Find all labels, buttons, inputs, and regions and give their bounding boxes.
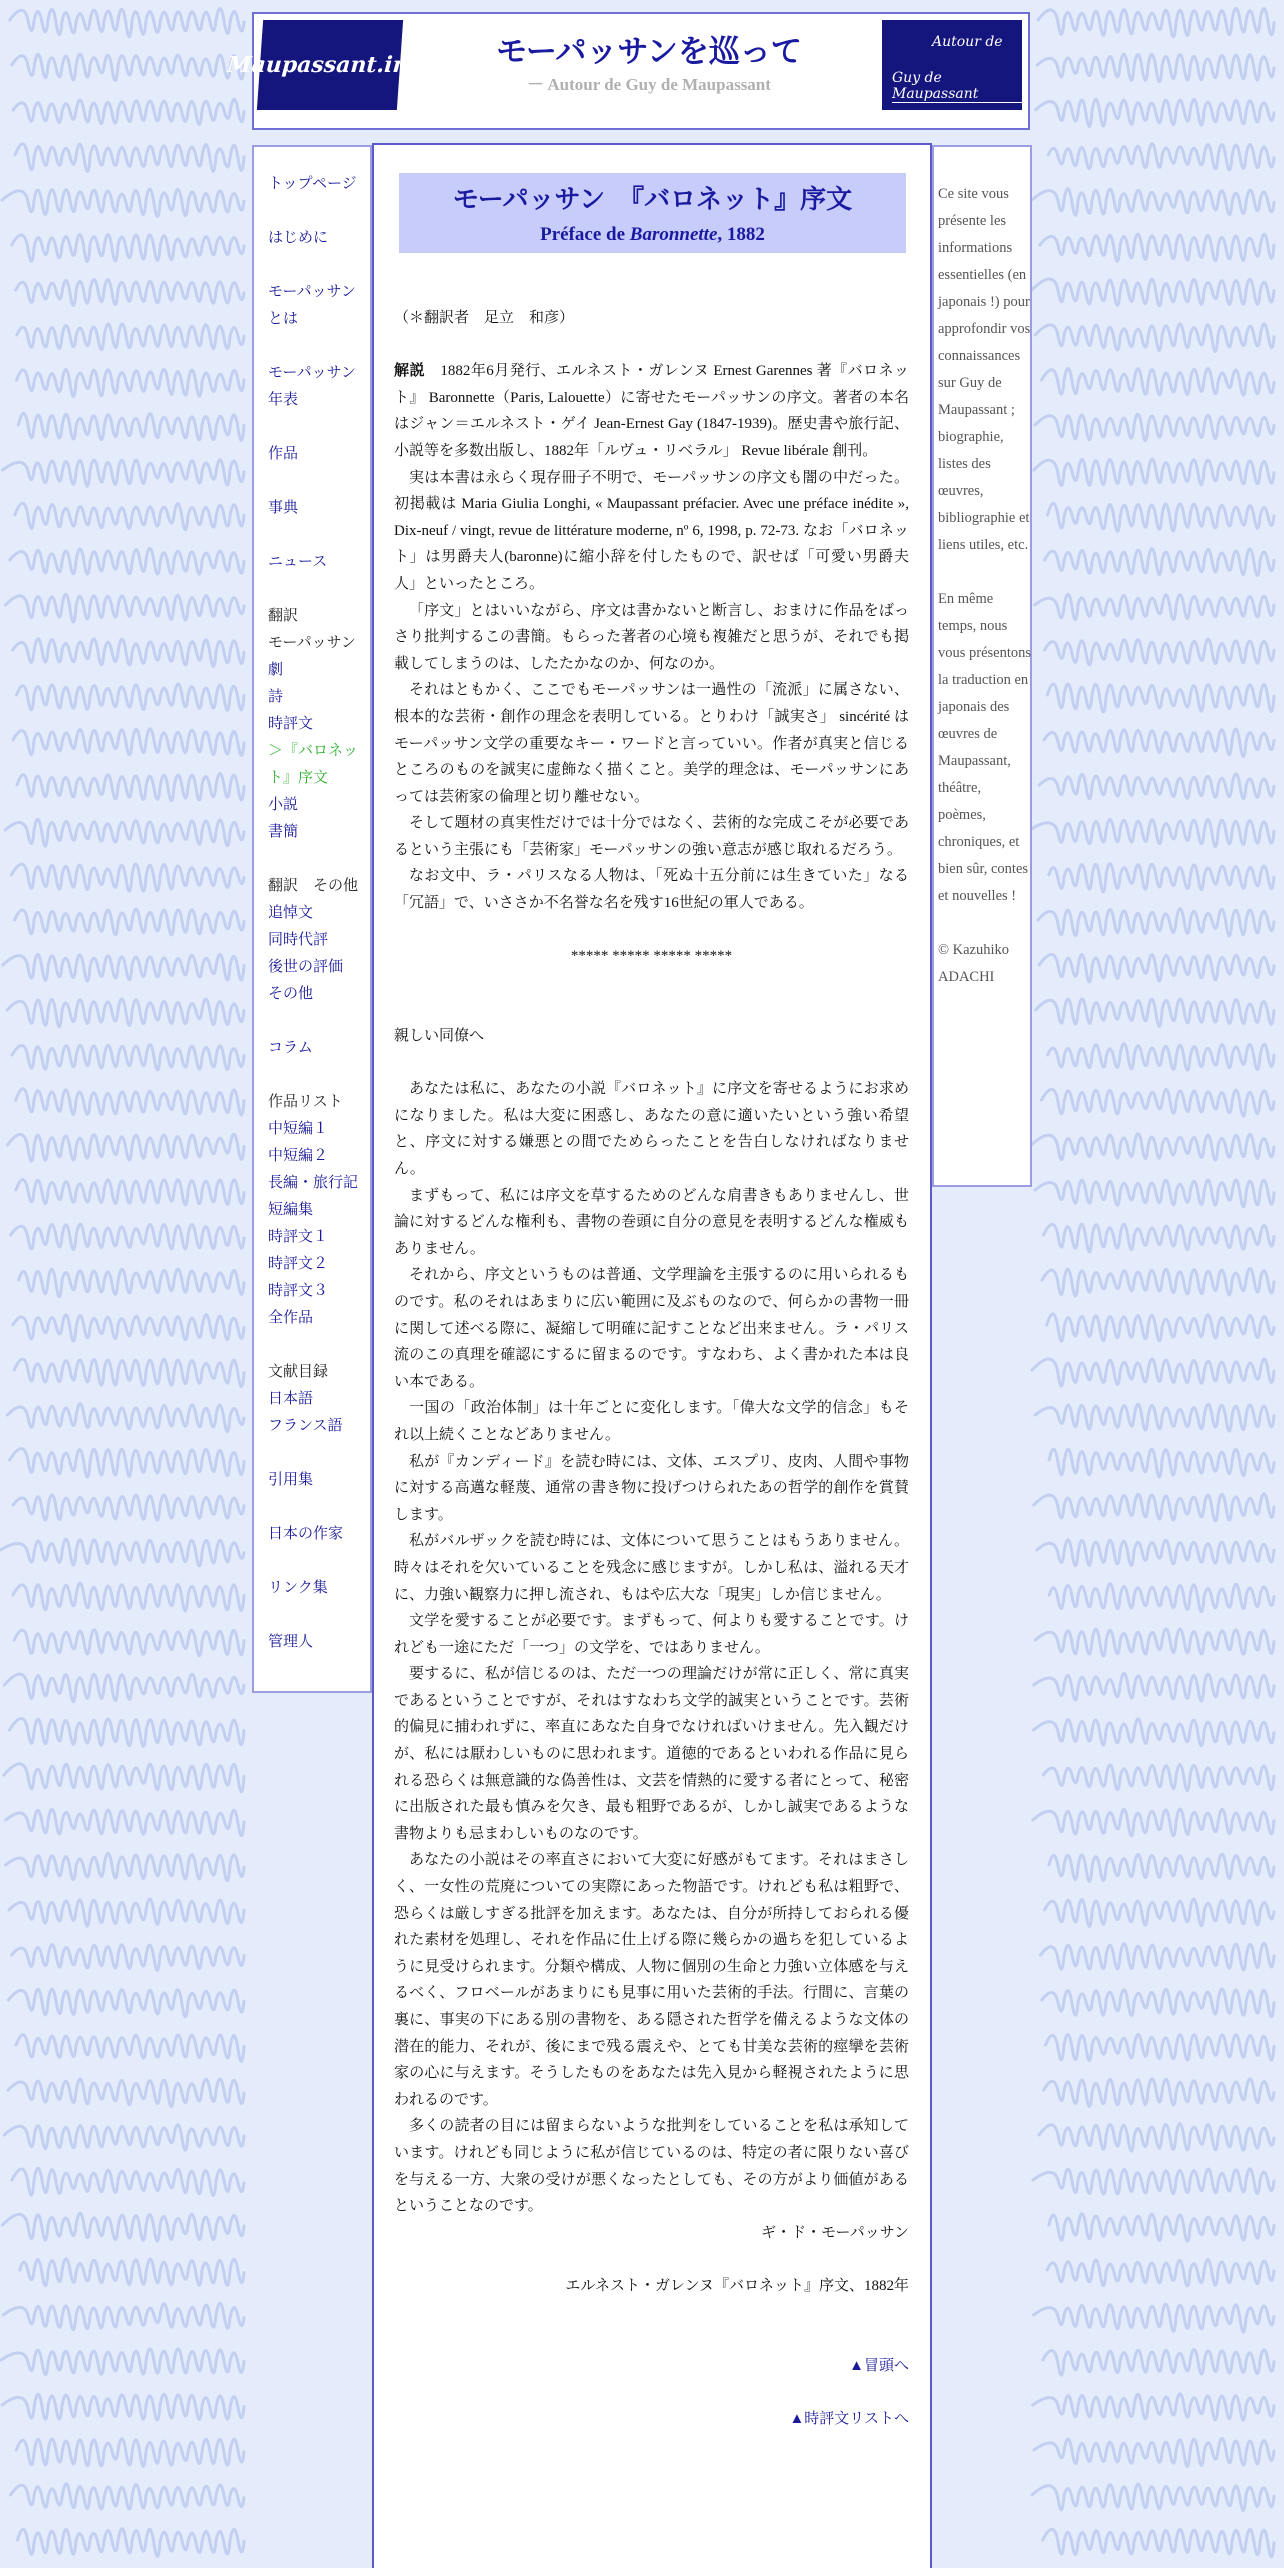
autour-logo[interactable]: [882, 20, 1022, 110]
handwriting-stroke: [10, 548, 244, 574]
signature: ギ・ド・モーパッサン: [761, 2224, 909, 2241]
commentary-paragraph: 実は本書は永らく現存冊子不明で、モーパッサンの序文も闇の中だった。初掲載は Maria Giulia Longhi, « Maupassant préfacier. Avec une préface inédite », Dix-neuf / vingt, revue de littérature moderne, nº 6, 1998, p. 72-73. なお「バロネット」は男爵夫人(baronne)に縮小辞を付したもので、訳せば「可愛い男爵夫人」といったところ。: [394, 469, 909, 592]
handwriting-stroke: [1047, 684, 1274, 712]
nav-spacer: [268, 333, 372, 360]
main-content: [372, 143, 932, 2568]
handwriting-stroke: [11, 1224, 244, 1249]
handwriting-stroke: [19, 1269, 244, 1297]
sidebar-item-link[interactable]: とは: [268, 311, 299, 327]
handwriting-stroke: [7, 1404, 244, 1432]
letter-paragraph: 一国の「政治体制」は十年ごとに変化します。「偉大な文学的信念」もそれ以上続くことなどありません。: [394, 1400, 909, 1443]
sidebar-item-link[interactable]: 日本語: [268, 1391, 314, 1407]
handwriting-stroke: [1036, 999, 1274, 1027]
handwriting-stroke: [1034, 459, 1274, 486]
handwriting-stroke: [1048, 144, 1274, 170]
sidebar-item-link[interactable]: 小説: [268, 797, 299, 813]
letter-paragraph: 私が『カンディード』を読む時には、文体、エスプリ、皮肉、人間や事物に対する高邁な軽蔑、通常の書き物に投げつけられたあの哲学的創作を賞賛します。: [394, 1453, 909, 1523]
handwriting-stroke: [4, 1674, 244, 1702]
handwriting-stroke: [9, 1899, 244, 1926]
letter-paragraph: 要するに、私が信じるのは、ただ一つの理論だけが常に正しく、常に真実であるということですが、それはすなわち文学的誠実ということです。芸術的偏見に捕われずに、率直にあなた自身でなければいけません。先入観だけが、私には厭わしいものに思われます。道徳的であるといわれる作品に見られる恐らくは無意識的な偽善性は、文芸を情熱的に愛する者にとって、秘密に出版された最も慎みを欠き、最も粗野であるが、しかし誠実であるような書物よりも忌まわしいものなのです。: [394, 1666, 909, 1842]
handwriting-stroke: [1040, 234, 1274, 261]
sidebar-section-label: 翻訳: [268, 608, 299, 624]
handwriting-stroke: [12, 2168, 244, 2195]
handwriting-stroke: [1037, 54, 1274, 81]
handwriting-stroke: [2, 2394, 244, 2420]
handwriting-stroke: [1042, 1989, 1274, 2017]
handwriting-stroke: [16, 1180, 244, 1205]
site-title: モーパッサンを巡って: [496, 34, 802, 70]
handwriting-stroke: [1032, 1359, 1274, 1386]
nav-spacer: [268, 1548, 372, 1575]
handwriting-stroke: [15, 503, 244, 529]
handwriting-stroke: [2, 2213, 244, 2241]
handwriting-stroke: [1034, 1719, 1274, 1746]
handwriting-stroke: [18, 413, 244, 440]
page-title: モーパッサン 『バロネット』序文: [452, 185, 853, 215]
french-translation-text: En même temps, nous vous présentons la traduction en japonais des œuvres de Maupassant, théâtre, poèmes, chroniques, et bien sûr, contes et nouvelles !: [938, 591, 1032, 904]
handwriting-stroke: [1034, 2439, 1274, 2467]
site-logo[interactable]: Maupassant.info: [257, 20, 403, 110]
handwriting-stroke: [17, 684, 244, 710]
handwriting-stroke: [1045, 549, 1274, 576]
handwriting-stroke: [1042, 1268, 1274, 1296]
autour-logo-line2: Guy de Maupassant: [892, 70, 1022, 103]
sidebar-section-label: 文献目録: [268, 1364, 329, 1380]
handwriting-stroke: [1031, 1134, 1274, 1160]
handwriting-stroke: [1039, 954, 1274, 982]
handwriting-stroke: [1033, 2394, 1274, 2420]
separator: ***** ***** ***** *****: [570, 948, 733, 965]
letter-paragraph: それから、序文というものは普通、文学理論を主張するのに用いられるものです。私のそれはあまりに広い範囲に及ぶものなので、何らかの書物一冊に関して述べる際に、凝縮して明確に記すことなど出来ません。ラ・パリス流のこの真理を確認にするに留まるのです。すなわち、よく書かれた本は良い本である。: [394, 1267, 909, 1390]
handwriting-stroke: [14, 1630, 244, 1656]
handwriting-stroke: [13, 729, 244, 756]
handwriting-stroke: [8, 2079, 244, 2107]
handwriting-stroke: [1047, 1314, 1274, 1341]
handwriting-stroke: [1044, 2079, 1274, 2107]
sidebar-item-link[interactable]: リンク集: [268, 1580, 328, 1596]
sidebar-item-link[interactable]: 時評文１: [268, 1229, 329, 1245]
handwriting-stroke: [12, 1044, 244, 1069]
letter-paragraph: あなたの小説はその率直さにおいて大変に好感がもてます。それはまさしく、一女性の荒廃についての実際にあった物語です。けれども私は粗野で、恐らくは厳しすぎる批評を加えます。あなたは、自分が所持しておられる優れた素材を処理し、それを作品に仕上げる際に幾らかの過ちを犯しているように見受けられます。分類や構成、人物に個別の生命と力強い立体感を与えるべく、フロベールがあまりにも見事に用いた芸術的手法。行間に、言葉の裏に、事実の下にある別の書物を、ある隠された哲学を備えるような文体の潜在的能力、それが、後にまで残る震えや、とても甘美な芸術的痙攣を芸術家の心に与えます。そうしたものをあなたは先入見から軽視されたように思われるのです。: [394, 1852, 909, 2108]
sidebar-item-link[interactable]: 詩: [268, 689, 284, 705]
letter-paragraph: 文学を愛することが必要です。まずもって、何よりも愛することです。けれども一途にただ「一つ」の文学を、ではありません。: [394, 1613, 909, 1656]
nav-spacer: [268, 1602, 372, 1629]
nav-spacer: [268, 1494, 372, 1521]
translator-credit: （＊翻訳者 足立 和彦）: [394, 310, 575, 326]
sidebar-item-link[interactable]: 中短編１: [268, 1121, 329, 1137]
handwriting-stroke: [13, 1583, 244, 1611]
sidebar-item-link[interactable]: トップページ: [268, 176, 357, 192]
source-citation: エルネスト・ガレンヌ『バロネット』序文、1882年: [565, 2277, 909, 2294]
handwriting-stroke: [12, 234, 244, 261]
nav-spacer: [268, 1008, 372, 1035]
sidebar-item-current: ト』序文: [268, 770, 329, 786]
nav-spacer: [268, 522, 372, 549]
handwriting-stroke: [17, 324, 244, 350]
handwriting-stroke: [1035, 324, 1274, 352]
handwriting-stroke: [1045, 639, 1274, 665]
handwriting-stroke: [1032, 279, 1274, 306]
handwriting-stroke: [1035, 414, 1274, 441]
handwriting-stroke: [1035, 1629, 1274, 1656]
nav-spacer: [268, 1062, 372, 1089]
sidebar-item-link[interactable]: ニュース: [268, 554, 328, 570]
handwriting-stroke: [1039, 774, 1274, 799]
handwriting-stroke: [10, 1449, 244, 1477]
back-to-list-link[interactable]: ▲時評文リストへ: [789, 2410, 909, 2427]
commentary-paragraph: そして題材の真実性だけでは十分ではなく、芸術的な完成こそが必要であるという主張にも「芸術家」モーパッサンの強い意志が感じ取れるだろう。: [394, 815, 909, 858]
letter-paragraph: あなたは私に、あなたの小説『バロネット』に序文を寄せるようにお求めになりました。私は大変に困惑し、あなたの意に適いたいという強い希望と、序文に対する嫌悪との間でためらったことを告白しなければなりません。: [394, 1081, 909, 1177]
handwriting-stroke: [1035, 594, 1274, 620]
handwriting-stroke: [7, 999, 244, 1027]
handwriting-stroke: [1033, 2169, 1274, 2194]
nav-spacer: [268, 1332, 372, 1359]
handwriting-stroke: [1048, 503, 1274, 531]
sidebar-item-link[interactable]: 同時代評: [268, 932, 329, 948]
handwriting-stroke: [6, 594, 244, 622]
handwriting-stroke: [1049, 1584, 1274, 1612]
sidebar-item-link[interactable]: その他: [268, 986, 314, 1002]
handwriting-stroke: [13, 1495, 244, 1520]
handwriting-stroke: [12, 1945, 244, 1971]
sidebar-item-link[interactable]: 年表: [268, 392, 299, 408]
handwriting-stroke: [3, 954, 244, 981]
nav-spacer: [268, 198, 372, 225]
handwriting-stroke: [0, 1539, 244, 1566]
handwriting-stroke: [17, 774, 244, 801]
sidebar-section-label: 翻訳 その他: [268, 878, 359, 894]
nav-spacer: [268, 414, 372, 441]
site-subtitle: － Autour de Guy de Maupassant: [527, 75, 771, 94]
french-info-panel: [932, 145, 1032, 1187]
sidebar-item-link[interactable]: 中短編２: [268, 1148, 329, 1164]
handwriting-stroke: [1041, 1089, 1274, 1116]
handwriting-stroke: [1034, 1673, 1274, 1701]
handwriting-stroke: [1039, 2124, 1274, 2151]
sidebar-item-current: ＞『バロネッ: [268, 743, 359, 759]
article-body: [394, 305, 909, 2433]
nav-spacer: [268, 252, 372, 279]
handwriting-stroke: [16, 2035, 244, 2062]
commentary-paragraph: 「序文」とはいいながら、序文は書かないと断言し、おまけに作品をばっさり批判するこの書簡。もらった著者の心境も複雑だと思うが、それでも掲載してしまうのは、したたかなのか、何なのか。: [394, 602, 909, 672]
handwriting-stroke: [10, 2484, 244, 2509]
sidebar-item-link[interactable]: 全作品: [268, 1310, 314, 1326]
handwriting-stroke: [1044, 729, 1274, 757]
page-subtitle: Préface de Baronnette, 1882: [540, 224, 765, 245]
handwriting-stroke: [1049, 864, 1274, 892]
handwriting-stroke: [1044, 1224, 1274, 1252]
handwriting-stroke: [1033, 1809, 1274, 1836]
handwriting-stroke: [10, 9, 244, 37]
sidebar-item-link[interactable]: コラム: [268, 1040, 313, 1056]
handwriting-stroke: [1042, 369, 1274, 396]
handwriting-stroke: [16, 1089, 244, 1115]
handwriting-stroke: [11, 864, 244, 891]
handwriting-stroke: [1049, 1854, 1274, 1881]
french-intro-text: Ce site vous présente les informations essentielles (en japonais !) pour approfondir vos connaissances sur Guy de Maupassant ; biographie, listes des œuvres, bibliographie et liens utiles, etc.: [938, 186, 1031, 553]
nav-spacer: [268, 576, 372, 603]
handwriting-stroke: [17, 369, 244, 396]
handwriting-stroke: [1048, 1044, 1274, 1071]
handwriting-stroke: [1045, 2034, 1274, 2060]
handwriting-stroke: [1034, 2304, 1274, 2332]
sidebar-item-link[interactable]: 引用集: [268, 1472, 314, 1488]
handwriting-stroke: [16, 2439, 244, 2466]
handwriting-stroke: [13, 1315, 244, 1342]
letter-paragraph: まずもって、私には序文を草するためのどんな肩書きもありませんし、世論に対するどんな権利も、書物の巻頭に自分の意見を表明するどんな権威もありません。: [394, 1187, 909, 1257]
handwriting-stroke: [5, 819, 244, 846]
handwriting-stroke: [1035, 1180, 1274, 1207]
sidebar-item-link[interactable]: 長編・旅行記: [268, 1175, 359, 1191]
sidebar-section-label: 作品リスト: [268, 1094, 343, 1110]
handwriting-stroke: [1032, 189, 1274, 216]
handwriting-stroke: [20, 2259, 244, 2286]
handwriting-stroke: [1, 2349, 244, 2375]
handwriting-stroke: [13, 639, 244, 667]
sidebar-item-link[interactable]: モーパッサン: [268, 365, 356, 381]
sidebar-nav: [252, 145, 372, 1693]
handwriting-stroke: [1045, 1899, 1274, 1926]
nav-spacer: [268, 468, 372, 495]
handwriting-stroke: [1041, 1944, 1274, 1970]
sidebar-item-link[interactable]: 追悼文: [268, 905, 314, 921]
handwriting-stroke: [2, 460, 244, 487]
copyright: © Kazuhiko ADACHI: [938, 942, 1010, 985]
handwriting-stroke: [1043, 2350, 1274, 2376]
sidebar-item-link[interactable]: 書簡: [268, 824, 299, 840]
handwriting-stroke: [1038, 8, 1274, 36]
handwriting-stroke: [1030, 820, 1274, 847]
title-box: [399, 173, 906, 253]
sidebar-item-link[interactable]: 時評文２: [268, 1256, 329, 1272]
sidebar-item-link[interactable]: 事典: [268, 500, 299, 516]
letter-paragraph: 私がバルザックを読む時には、文体について思うことはもうありません。時々はそれを欠いていることを残念に感じますが。しかし私は、溢れる天才に、力強い観察力に押し流され、もはや広大な「現実」しか信じません。: [394, 1533, 909, 1603]
handwriting-stroke: [4, 1764, 244, 1792]
handwriting-stroke: [6, 1853, 244, 1880]
handwriting-stroke: [1049, 2214, 1274, 2241]
sidebar-item-link[interactable]: 劇: [268, 662, 284, 678]
handwriting-stroke: [4, 2125, 244, 2150]
handwriting-stroke: [1043, 1765, 1274, 1791]
sidebar-item-link[interactable]: モーパッサン: [268, 284, 356, 300]
handwriting-stroke: [1043, 2529, 1274, 2556]
handwriting-stroke: [17, 2529, 244, 2557]
handwriting-stroke: [1036, 99, 1274, 126]
handwriting-stroke: [14, 1359, 244, 1387]
handwriting-stroke: [15, 909, 244, 935]
site-header: [226, 12, 1030, 130]
handwriting-stroke: [9, 1718, 244, 1746]
handwriting-stroke: [1037, 1540, 1274, 1566]
letter-paragraph: 多くの読者の目には留まらないような批判をしていることを私は承知しています。けれども同じように私が信じているのは、特定の者に限りない喜びを与える一方、大衆の受けが悪くなったとしても、その方がより価値があるということなのです。: [394, 2118, 909, 2215]
sidebar-item-link[interactable]: 短編集: [268, 1202, 314, 1218]
handwriting-stroke: [6, 1809, 244, 1835]
handwriting-stroke: [3, 2303, 244, 2329]
handwriting-stroke: [1047, 2260, 1274, 2286]
handwriting-stroke: [16, 280, 244, 306]
handwriting-stroke: [2, 189, 244, 217]
sidebar-item-link[interactable]: はじめに: [268, 230, 329, 246]
handwriting-stroke: [1034, 1494, 1274, 1521]
handwriting-stroke: [1032, 2484, 1274, 2511]
nav-spacer: [268, 1440, 372, 1467]
handwriting-stroke: [1049, 1449, 1274, 1477]
handwriting-stroke: [15, 144, 244, 172]
sidebar-item-link[interactable]: 後世の評価: [268, 959, 344, 975]
handwriting-stroke: [12, 54, 244, 80]
commentary-intro: 解説 1882年6月発行、エルネスト・ガレンヌ Ernest Garennes 著『バロネット』 Baronnette（Paris, Lalouette）に寄せたモーパッサンの序文。著者の本名はジャン＝エルネスト・ゲイ Jean-Ernest Gay (1847-1939)。歴史書や旅行記、小説等を多数出版し、1882年「ルヴュ・リベラル」 Revue libérale 創刊。: [394, 363, 909, 459]
handwriting-stroke: [1038, 909, 1274, 936]
handwriting-stroke: [1035, 1404, 1274, 1431]
sidebar-item-link[interactable]: 管理人: [268, 1634, 314, 1650]
sidebar-section-label: モーパッサン: [268, 635, 356, 651]
commentary-paragraph: なお文中、ラ・パリスなる人物は、「死ぬ十五分前には生きていた」なる「冗語」で、いささか不名誉な名を残す16世紀の軍人である。: [394, 868, 909, 912]
sidebar-item-link[interactable]: フランス語: [268, 1418, 343, 1434]
sidebar-item-link[interactable]: 日本の作家: [268, 1526, 344, 1542]
autour-logo-line1: Autour de: [932, 34, 1003, 50]
salutation: 親しい同僚へ: [394, 1028, 485, 1045]
nav-spacer: [268, 846, 372, 873]
back-to-top-link[interactable]: ▲冒頭へ: [849, 2357, 909, 2374]
handwriting-stroke: [8, 1989, 244, 2017]
handwriting-stroke: [13, 99, 244, 124]
sidebar-item-link[interactable]: 時評文: [268, 716, 314, 732]
handwriting-stroke: [7, 1134, 244, 1161]
sidebar-item-link[interactable]: 時評文３: [268, 1283, 329, 1299]
sidebar-item-link[interactable]: 作品: [268, 446, 299, 462]
commentary-paragraph: それはともかく、ここでもモーパッサンは一過性の「流派」に属さない、根本的な芸術・創作の理念を表明している。とりわけ「誠実さ」 sincérité はモーパッサン文学の重要なキー・ワードと言っていい。作者が真実と信じるところのものを誠実に虚飾なく描くこと。美学的理念は、モーパッサンにあっては芸術家の倫理と切り離せない。: [394, 682, 909, 805]
